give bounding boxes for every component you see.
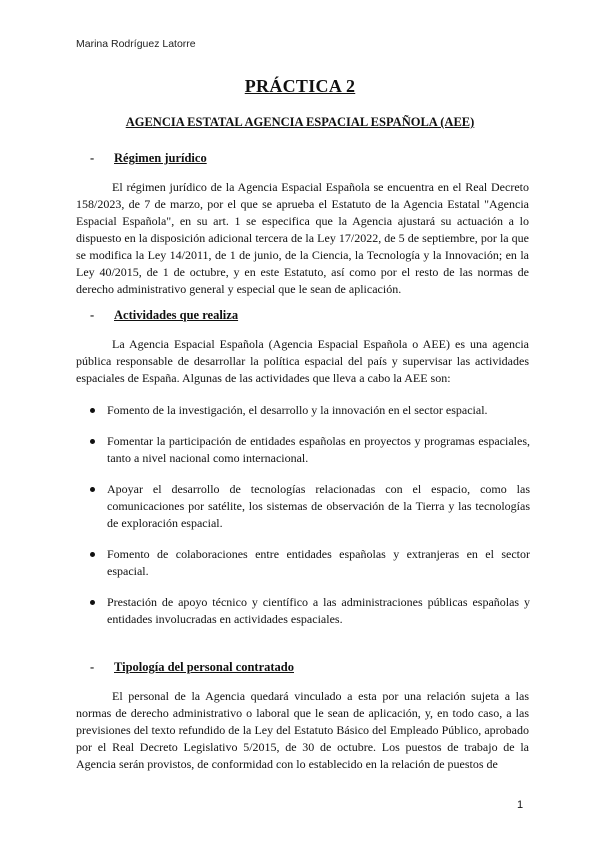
bullet-icon (90, 439, 95, 444)
section-marker: - (90, 308, 95, 322)
section-heading-label: Tipología del personal contratado (114, 660, 294, 674)
bullet-icon (90, 600, 95, 605)
paragraph-actividades: La Agencia Espacial Española (Agencia Espacial Española o AEE) es una agencia pública responsable de desarrollar la política espacial del país y supervisar las actividades espaciales de España. Algunas de las actividades que lleva a cabo la AEE son: (76, 337, 529, 385)
bullet-icon (90, 487, 95, 492)
section-heading-label: Régimen jurídico (114, 151, 207, 165)
section-marker: - (90, 660, 95, 674)
section-marker: - (90, 151, 95, 165)
section-heading-regimen-juridico (90, 151, 207, 166)
bullet-icon (90, 408, 95, 413)
document-title: PRÁCTICA 2 (244, 76, 356, 96)
list-item-text: Apoyar el desarrollo de tecnologías relacionadas con el espacio, como las comunicaciones por satélite, los sistemas de observación de la Tierra y las tecnologías de exploración espacial. (107, 482, 530, 530)
list-item-text: Fomentar la participación de entidades españolas en proyectos y programas espaciales, tanto a nivel nacional como internacional. (107, 434, 530, 465)
list-item-text: Fomento de la investigación, el desarrollo y la innovación en el sector espacial. (107, 403, 488, 417)
paragraph-regimen-juridico: El régimen jurídico de la Agencia Espacial Española se encuentra en el Real Decreto 158/2023, de 7 de marzo, por el que se aprueba el Estatuto de la Agencia Estatal "Agencia Espacial Española", en su art. 1 se especifica que la Agencia ajustará su actuación a lo dispuesto en la disposición adicional tercera de la Ley 17/2022, de 5 de septiembre, por la que se modifica la Ley 14/2011, de 1 de junio, de la Ciencia, la Tecnología y la Innovación; en la Ley 40/2015, de 1 de octubre, y en este Estatuto, así como por el resto de las normas de derecho administrativo general y especial que le sean de aplicación. (76, 180, 529, 296)
section-heading-tipologia (90, 660, 294, 675)
list-item (90, 594, 530, 628)
header-author: Marina Rodríguez Latorre (76, 38, 196, 50)
list-item-text: Prestación de apoyo técnico y científico a las administraciones públicas españolas y entidades involucradas en actividades espaciales. (107, 595, 530, 626)
page-number: 1 (517, 799, 524, 811)
list-item (90, 402, 530, 419)
list-item (90, 481, 530, 532)
list-item (90, 546, 530, 580)
paragraph-tipologia: El personal de la Agencia quedará vinculado a esta por una relación sujeta a las normas de derecho administrativo o laboral que le sean de aplicación, y, en todo caso, a las previsiones del texto refundido de la Ley del Estatuto Básico del Empleado Público, aprobado por el Real Decreto Legislativo 5/2015, de 30 de octubre. Los puestos de trabajo de la Agencia serán provistos, de conformidad con lo establecido en la relación de puestos de (76, 689, 529, 771)
list-item (90, 433, 530, 467)
section-heading-actividades (90, 308, 238, 323)
bullet-icon (90, 552, 95, 557)
list-item-text: Fomento de colaboraciones entre entidades españolas y extranjeras en el sector espacial. (107, 547, 530, 578)
document-subtitle: AGENCIA ESTATAL AGENCIA ESPACIAL ESPAÑOLA (AEE) (125, 115, 475, 129)
section-heading-label: Actividades que realiza (114, 308, 239, 322)
